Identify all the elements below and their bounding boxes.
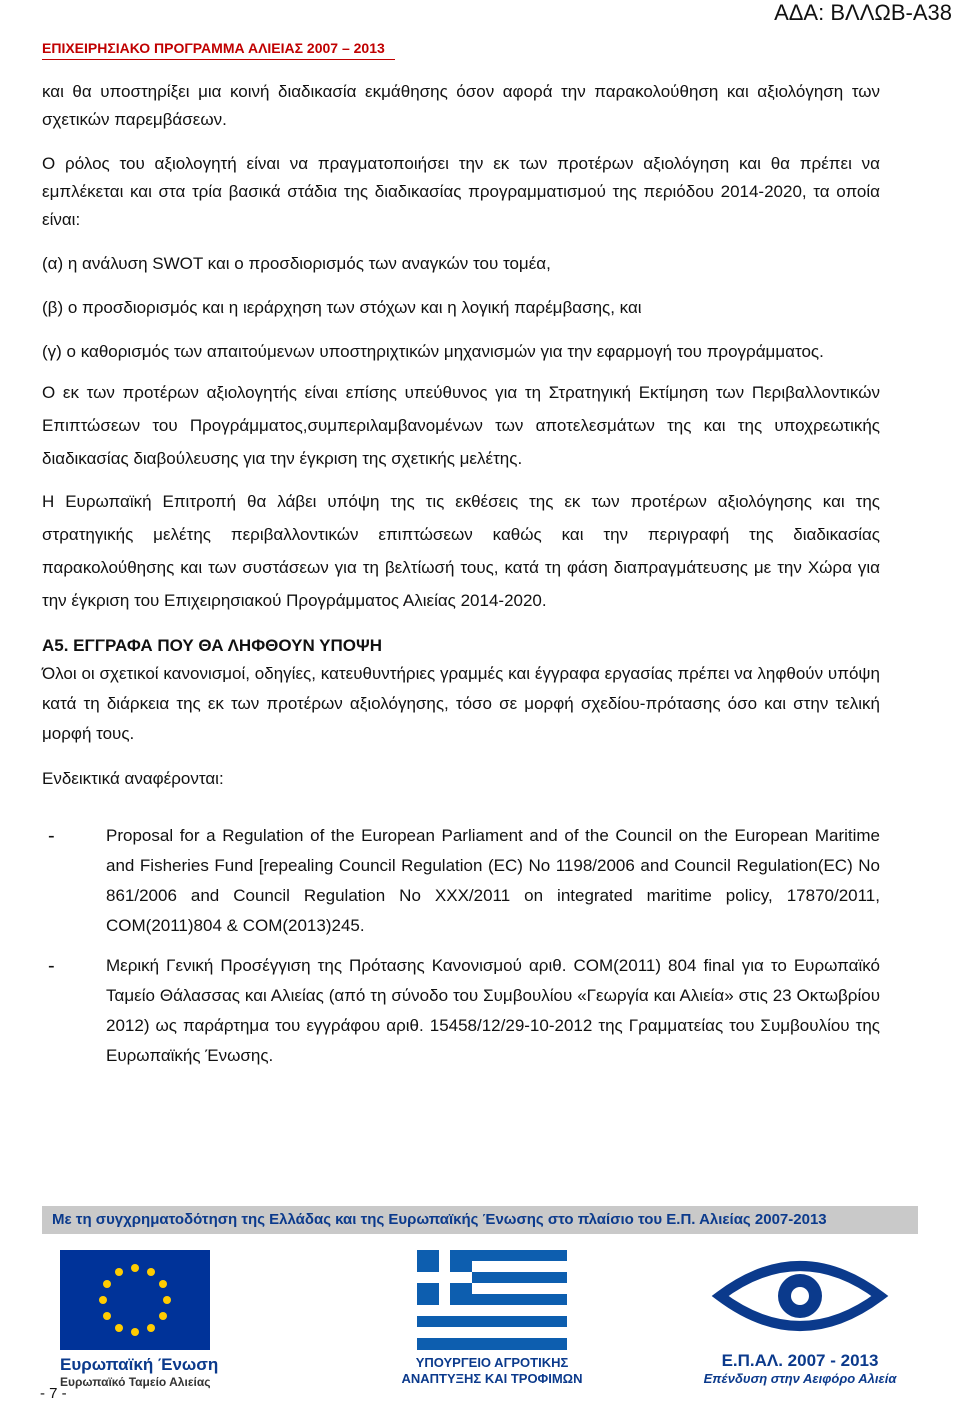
paragraph-1: και θα υποστηρίξει μια κοινή διαδικασία εκμάθησης όσον αφορά την παρακολούθηση και αξιολόγηση των σχετικών παρεμβάσεων. (42, 82, 880, 129)
dash-bullet: - (48, 825, 55, 847)
list-item (42, 951, 880, 1071)
paragraph-5: Όλοι οι σχετικοί κανονισμοί, οδηγίες, κατευθυντήριες γραμμές και έγγραφα εργασίας πρέπει να ληφθούν υπόψη κατά τη διάρκεια της εκ των προτέρων αξιολόγησης, τόσο σε μορφή σχεδίου-πρότασης όσο και στην τελική μορφή τους. (42, 664, 880, 743)
ministry-line-1: ΥΠΟΥΡΓΕΙΟ ΑΓΡΟΤΙΚΗΣ (415, 1355, 569, 1370)
section-heading: Α5. ΕΓΓΡΑΦΑ ΠΟΥ ΘΑ ΛΗΦΘΟΥΝ ΥΠΟΨΗ (42, 636, 383, 655)
eu-subtitle: Ευρωπαϊκό Ταμείο Αλιείας (60, 1375, 211, 1389)
paragraph-3: Ο εκ των προτέρων αξιολογητής είναι επίσης υπεύθυνος για τη Στρατηγική Εκτίμηση των Περιβαλλοντικών Επιπτώσεων του Προγράμματος,συμπεριλαμβανομένων των αποτελεσμάτων της και της υποχρεωτικής διαδικασίας διαβούλευσης για την έγκριση της σχετικής μελέτης. (42, 383, 880, 468)
eu-flag-icon (60, 1250, 210, 1350)
epal-subtitle: Επένδυση στην Αειφόρο Αλιεία (703, 1371, 897, 1386)
ada-code: ΑΔΑ: ΒΛΛΩΒ-Α38 (774, 0, 952, 25)
epal-title: Ε.Π.ΑΛ. 2007 - 2013 (721, 1351, 879, 1370)
eu-logo (60, 1250, 280, 1389)
list-item-a: (α) η ανάλυση SWOT και ο προσδιορισμός των αναγκών του τομέα, (42, 254, 551, 273)
paragraph-4: Η Ευρωπαϊκή Επιτροπή θα λάβει υπόψη της τις εκθέσεις της εκ των προτέρων αξιολόγησης και της στρατηγικής μελέτης περιβαλλοντικών επιπτώσεων καθώς και την περιγραφή της διαδικασίας παρακολούθησης και των συστάσεων για τη βελτίωσή τους, κατά τη φάση διαπραγμάτευσης με την Χώρα για την έγκριση του Επιχειρησιακού Προγράμματος Αλιείας 2014-2020. (42, 492, 880, 610)
dash-bullet: - (48, 955, 55, 977)
epal-logo (682, 1246, 918, 1386)
ministry-logo (372, 1250, 612, 1387)
ministry-line-2: ΑΝΑΠΤΥΞΗΣ ΚΑΙ ΤΡΟΦΙΜΩΝ (401, 1371, 583, 1386)
page-number: - 7 - (40, 1385, 67, 1402)
list-item-b: (β) ο προσδιορισμός και η ιεράρχηση των στόχων και η λογική παρέμβασης, και (42, 298, 642, 317)
eye-logo-icon (700, 1246, 900, 1346)
paragraph-2: Ο ρόλος του αξιολογητή είναι να πραγματοποιήσει την εκ των προτέρων αξιολόγηση και θα πρέπει να εμπλέκεται και στα τρία βασικά στάδια της διαδικασίας προγραμματισμού της περιόδου 2014-2020, τα οποία είναι: (42, 154, 880, 229)
list-item-c: (γ) ο καθορισμός των απαιτούμενων υποστηριχτικών μηχανισμών για την εφαρμογή του προγράμματος. (42, 342, 824, 361)
greek-flag-icon (417, 1250, 567, 1350)
reference-text: Μερική Γενική Προσέγγιση της Πρότασης Κανονισμού αριθ. COM(2011) 804 final για το Ευρωπαϊκό Ταμείο Θάλασσας και Αλιείας (από τη σύνοδο του Συμβουλίου «Γεωργία και Αλιεία» στις 23 Οκτωβρίου 2012) ως παράρτημα του εγγράφου αριθ. 15458/12/29-10-2012 της Γραμματείας του Συμβουλίου της Ευρωπαϊκής Ένωσης. (106, 956, 880, 1065)
footer (42, 1206, 918, 1389)
cofunding-banner: Με τη συγχρηματοδότηση της Ελλάδας και της Ευρωπαϊκής Ένωσης στο πλαίσιο του Ε.Π. Αλιείας 2007-2013 (42, 1206, 918, 1234)
program-title: ΕΠΙΧΕΙΡΗΣΙΑΚΟ ΠΡΟΓΡΑΜΜΑ ΑΛΙΕΙΑΣ 2007 – 2013 (42, 40, 385, 56)
list-item (42, 821, 880, 941)
eu-title: Ευρωπαϊκή Ένωση (60, 1355, 219, 1374)
reference-list (42, 821, 880, 1071)
reference-text: Proposal for a Regulation of the European Parliament and of the Council on the European Maritime and Fisheries Fund [repealing Council Regulation (EC) No 1198/2006 and Council Regulation(EC) No 861/2006 and Council Regulation No XXX/2011 on integrated maritime policy, 17870/2011, COM(2011)804 & COM(2013)245. (106, 826, 880, 935)
paragraph-6: Ενδεικτικά αναφέρονται: (42, 769, 224, 788)
document-body (42, 78, 880, 1071)
